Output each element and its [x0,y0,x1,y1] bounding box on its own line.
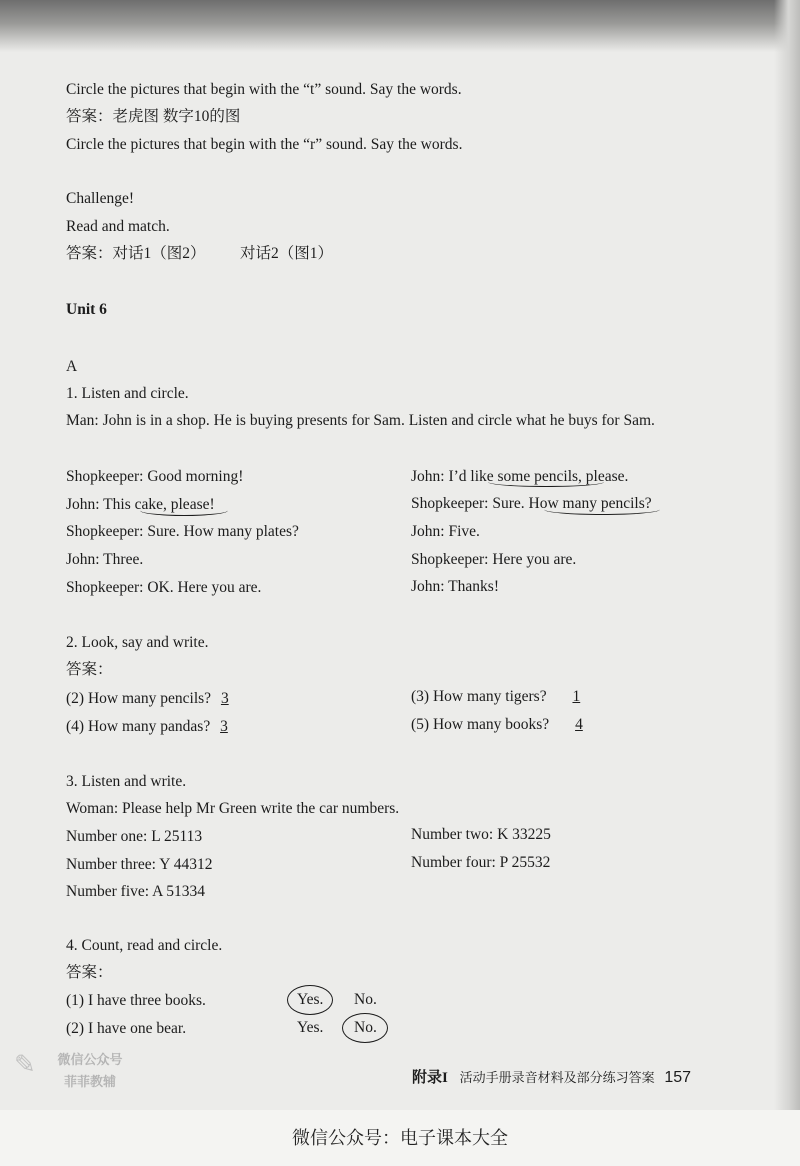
q2-answer-label: 答案： [66,661,113,678]
car-number-5: Number five: A 51334 [66,883,206,900]
handwritten-underline [140,505,228,516]
dialogue-left-line: Shopkeeper: Sure. How many plates? [66,523,299,540]
q4-no-option: No. [354,991,377,1008]
q2-answer: 3 [220,718,228,735]
q4-statement: (2) I have one bear. [66,1020,187,1037]
car-number-3: Number three: Y 44312 [66,856,213,873]
q4-answer-label: 答案： [66,964,113,981]
q2-item [66,717,228,737]
instruction-r-sound: Circle the pictures that begin with the “r” sound. Say the words. [66,136,463,153]
q1-title: 1. Listen and circle. [66,385,189,402]
q1-man-line: Man: John is in a shop. He is buying presents for Sam. Listen and circle what he buys for Sam. [66,412,655,429]
q4-yes-option: Yes. [297,1019,324,1036]
q4-no-option: No. [354,1019,377,1036]
q2-question: (3) How many tigers? [411,688,547,705]
challenge-heading: Challenge! [66,190,135,207]
car-number-2: Number two: K 33225 [411,826,551,843]
page-footer [412,1066,691,1087]
q3-woman-line: Woman: Please help Mr Green write the car numbers. [66,800,400,817]
q3-title: 3. Listen and write. [66,773,187,790]
answer-t-sound: 答案：老虎图 数字10的图 [66,108,241,125]
q2-answer: 1 [572,688,581,705]
dialogue-left-line: John: Three. [66,551,144,568]
watermark-line2: 菲菲教辅 [63,1075,116,1090]
car-number-1: Number one: L 25113 [66,828,203,845]
q2-question: (4) How many pandas? [66,718,211,735]
q4-yes-option: Yes. [297,991,324,1008]
q2-item [411,687,580,707]
dialogue-right-line: John: I’d like some pencils, please. [411,468,629,485]
watermark [8,1050,148,1110]
bottom-caption: 微信公众号：电子课本大全 [292,1128,508,1149]
page-number: 157 [664,1069,692,1086]
page-right-shadow [774,0,800,1166]
handwritten-underline [488,477,604,487]
unit-heading: Unit 6 [66,301,107,318]
read-and-match: Read and match. [66,218,170,235]
answer-circle [287,985,333,1015]
watermark-line1: 微信公众号 [57,1053,123,1068]
dialogue-left-line: Shopkeeper: OK. Here you are. [66,579,262,596]
q2-answer: 3 [220,690,229,707]
answer-circle [342,1013,388,1043]
dialogue-right-line: John: Five. [411,523,480,540]
section-a: A [66,358,78,375]
footer-title: 活动手册录音材料及部分练习答案 [459,1071,655,1086]
answer-dialogue-2: 对话2（图1） [240,245,334,262]
handwritten-underline [544,504,660,515]
q4-statement: (1) I have three books. [66,992,206,1009]
dialogue-right-line: Shopkeeper: Sure. How many pencils? [411,495,652,512]
q2-title: 2. Look, say and write. [66,634,209,651]
answer-dialogue-1: 答案：对话1（图2） [66,245,206,262]
q2-question: (5) How many books? [411,716,550,733]
q4-title: 4. Count, read and circle. [66,937,223,954]
q2-item [411,715,583,735]
pen-icon: ✎ [14,1050,36,1080]
page-top-shadow [0,0,800,52]
q2-answer: 4 [575,716,583,733]
dialogue-right-line: Shopkeeper: Here you are. [411,551,577,568]
instruction-t-sound: Circle the pictures that begin with the “t” sound. Say the words. [66,81,462,98]
dialogue-right-line: John: Thanks! [411,578,499,595]
q2-question: (2) How many pencils? [66,690,212,707]
footer-appendix: 附录I [412,1070,448,1086]
q2-item [66,689,229,709]
dialogue-left-line: John: This cake, please! [66,496,215,513]
car-number-4: Number four: P 25532 [411,854,551,871]
dialogue-left-line: Shopkeeper: Good morning! [66,468,244,485]
